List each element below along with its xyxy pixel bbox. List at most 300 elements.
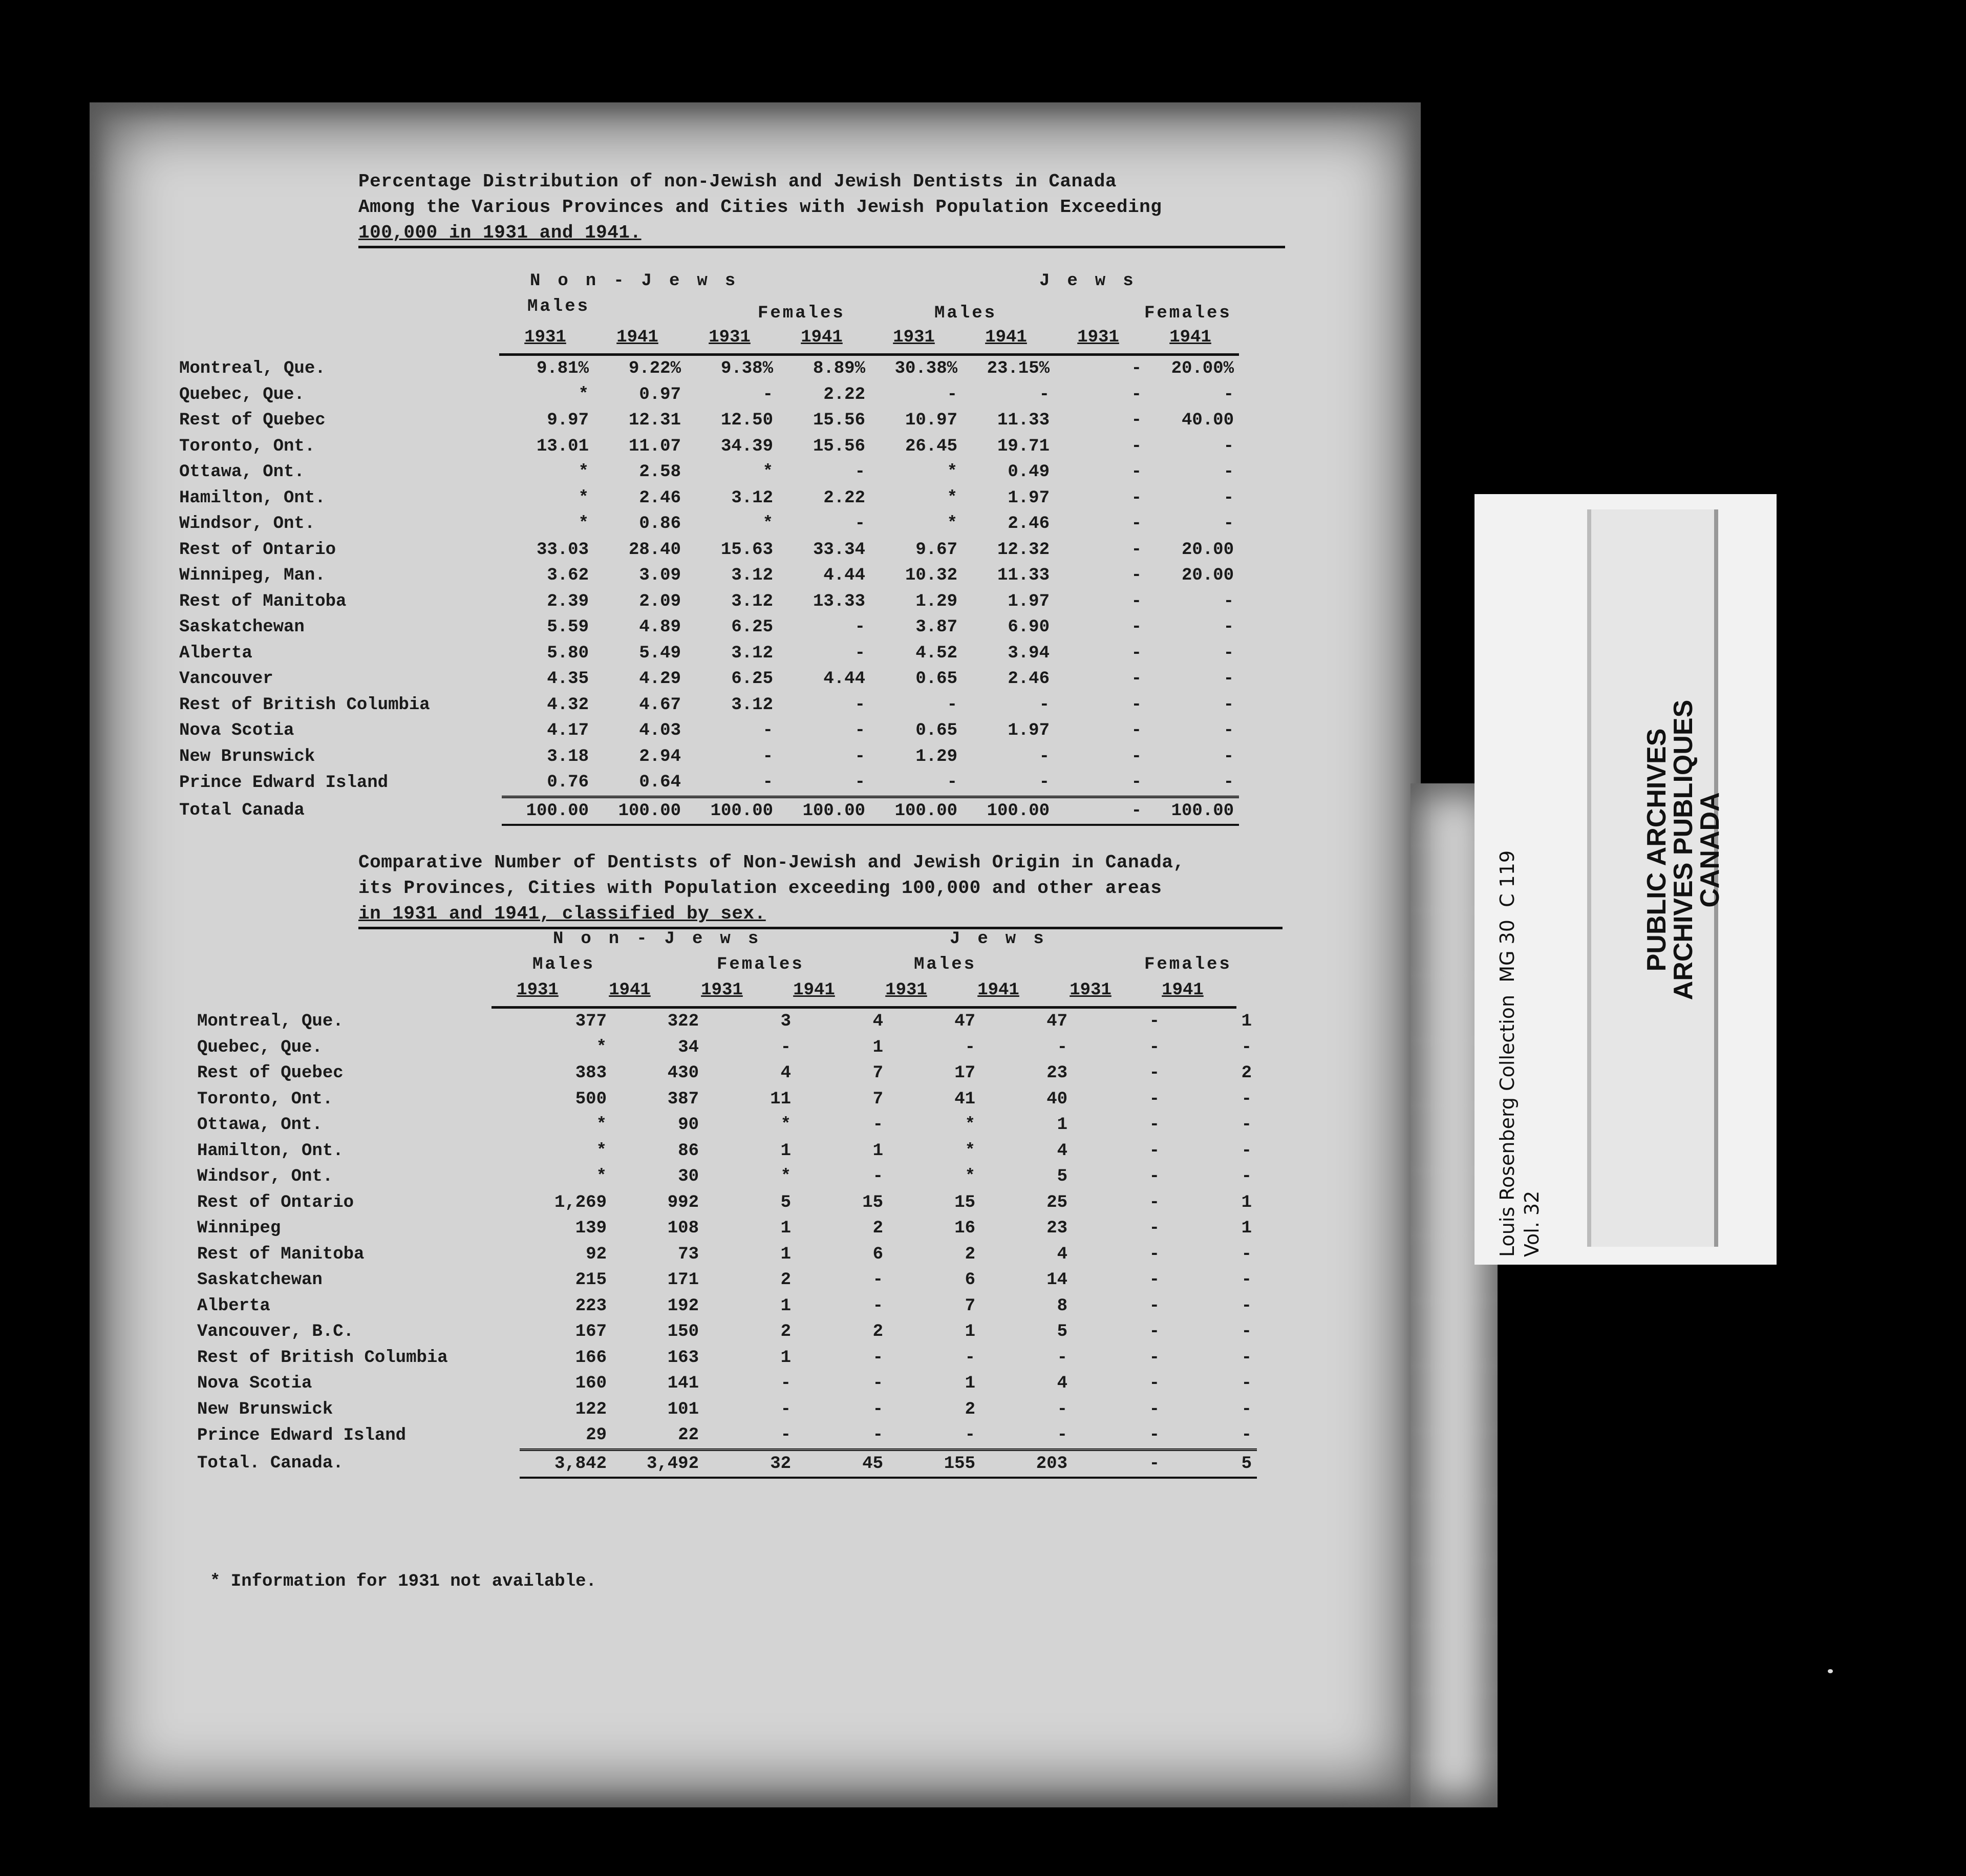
table-cell: -: [1241, 1141, 1252, 1161]
table2-year: 1941: [609, 980, 651, 1000]
row-label: New Brunswick: [197, 1399, 333, 1419]
table-cell: -: [1149, 1037, 1160, 1057]
table-cell: 15.63: [720, 540, 773, 560]
table-cell: 100.00: [502, 797, 594, 825]
table-cell: 1,269: [554, 1192, 607, 1212]
table-cell: 15.56: [813, 436, 865, 456]
table-cell: 2.09: [639, 591, 681, 611]
table-cell: 5: [1057, 1167, 1067, 1186]
table-cell: 5.80: [547, 643, 589, 663]
table2-sub-females-nonjews: Females: [717, 955, 804, 974]
table-cell: 4.32: [547, 695, 589, 715]
table-cell: -: [872, 1115, 883, 1135]
table-cell: -: [1223, 669, 1234, 689]
table-cell: 3,492: [612, 1449, 704, 1478]
table-cell: 29: [586, 1425, 607, 1445]
table-cell: 0.64: [639, 773, 681, 792]
table-cell: 11.07: [628, 436, 681, 456]
table-cell: 4: [1057, 1141, 1067, 1161]
table-cell: -: [947, 773, 957, 792]
table-cell: 17: [954, 1063, 975, 1083]
table-row: [197, 1242, 1257, 1268]
row-label: Rest of Quebec: [179, 411, 326, 430]
table-cell: -: [1223, 747, 1234, 766]
table-cell: -: [1223, 591, 1234, 611]
document-page: [90, 102, 1421, 1807]
table-cell: 3.12: [731, 591, 773, 611]
table-cell: -: [1223, 773, 1234, 792]
table-cell: -: [780, 1374, 791, 1393]
table-cell: 5: [780, 1192, 791, 1212]
table-row: [179, 614, 1239, 641]
row-label: Total. Canada.: [197, 1454, 344, 1474]
table1-title-line1: Percentage Distribution of non-Jewish and Jewish Dentists in Canada: [358, 171, 1117, 192]
table-cell: 141: [667, 1374, 699, 1393]
table-cell: 0.65: [915, 669, 957, 689]
table-cell: 3.12: [731, 488, 773, 508]
table-cell: 11: [770, 1089, 791, 1109]
table-cell: 11.33: [997, 411, 1050, 430]
table1-group-nonjews: Non-Jews: [530, 271, 753, 291]
table-cell: -: [1241, 1322, 1252, 1341]
table-cell: 23.15%: [987, 359, 1050, 378]
table1-grid: [179, 356, 1239, 826]
row-label: Montreal, Que.: [197, 1012, 344, 1031]
row-label: Quebec, Que.: [197, 1037, 323, 1057]
table-cell: 4.03: [639, 721, 681, 740]
table-cell: -: [1149, 1192, 1160, 1212]
table-cell: -: [1149, 1012, 1160, 1031]
table-row: [197, 1138, 1257, 1164]
table-cell: -: [1055, 797, 1147, 825]
table2-year: 1931: [885, 980, 927, 1000]
table-cell: -: [1039, 695, 1050, 715]
table-cell: -: [1131, 566, 1142, 585]
table-cell: -: [854, 617, 865, 637]
table-cell: 4.35: [547, 669, 589, 689]
table-cell: -: [1057, 1348, 1067, 1368]
table-cell: -: [1149, 1270, 1160, 1290]
table-cell: -: [965, 1425, 975, 1445]
table-cell: 1.29: [915, 591, 957, 611]
table-cell: 122: [575, 1399, 607, 1419]
row-label: Rest of Ontario: [197, 1192, 354, 1212]
table-cell: -: [1149, 1399, 1160, 1419]
table-row: [179, 666, 1239, 692]
table-cell: 1: [780, 1244, 791, 1264]
table-cell: 9.38%: [720, 359, 773, 378]
table-cell: 20.00: [1181, 540, 1234, 560]
archive-stamp: [1643, 640, 1723, 1060]
table-cell: *: [780, 1167, 791, 1186]
table-cell: 2: [780, 1322, 791, 1341]
table-cell: *: [762, 514, 773, 534]
table-cell: 2.22: [823, 385, 865, 404]
table-cell: -: [1131, 359, 1142, 378]
table-cell: 30.38%: [894, 359, 957, 378]
stamp-line: ARCHIVES PUBLIQUES: [1669, 699, 1698, 1000]
table-cell: 40.00: [1181, 411, 1234, 430]
table-cell: -: [1241, 1270, 1252, 1290]
table-cell: -: [1131, 436, 1142, 456]
row-label: Rest of Manitoba: [197, 1244, 365, 1264]
table-cell: 1: [1241, 1012, 1252, 1031]
row-label: Alberta: [179, 643, 252, 663]
row-label: Nova Scotia: [179, 721, 294, 740]
table-cell: -: [1131, 462, 1142, 482]
table-cell: -: [1149, 1374, 1160, 1393]
table-cell: 139: [575, 1219, 607, 1238]
table-cell: 33.34: [813, 540, 865, 560]
table-cell: 4.89: [639, 617, 681, 637]
table-cell: -: [762, 773, 773, 792]
table-cell: 1.97: [1008, 721, 1050, 740]
table-cell: -: [780, 1399, 791, 1419]
table-cell: 100.00: [778, 797, 870, 825]
table-cell: -: [1039, 747, 1050, 766]
table-cell: 14: [1046, 1270, 1067, 1290]
table-cell: 4: [1057, 1374, 1067, 1393]
table-cell: 34.39: [720, 436, 773, 456]
table1-year: 1941: [1169, 328, 1211, 347]
row-label: Prince Edward Island: [197, 1426, 407, 1446]
row-label: Nova Scotia: [197, 1374, 312, 1393]
table-cell: *: [596, 1037, 607, 1057]
table-row: [179, 797, 1239, 825]
table-cell: 12.50: [720, 411, 773, 430]
table-cell: *: [762, 462, 773, 482]
table-cell: 1: [1241, 1219, 1252, 1238]
table-cell: 223: [575, 1296, 607, 1316]
table1-group-jews: Jews: [1039, 271, 1151, 291]
table-cell: -: [1149, 1141, 1160, 1161]
table-cell: -: [1241, 1348, 1252, 1368]
table-cell: -: [1241, 1167, 1252, 1186]
table-cell: 2.22: [823, 488, 865, 508]
table-cell: 1: [780, 1219, 791, 1238]
table-cell: 3.12: [731, 695, 773, 715]
table-cell: 40: [1046, 1089, 1067, 1109]
table-cell: 90: [678, 1115, 699, 1135]
table-cell: -: [1149, 1219, 1160, 1238]
table-cell: 100.00: [1147, 797, 1239, 825]
table1-sub-females-jews: Females: [1144, 304, 1232, 323]
table-cell: 6.90: [1008, 617, 1050, 637]
table-cell: -: [1223, 436, 1234, 456]
table-cell: 19.71: [997, 436, 1050, 456]
table-cell: -: [1131, 643, 1142, 663]
table-cell: 3.12: [731, 643, 773, 663]
table-row: [197, 1216, 1257, 1242]
table1-year: 1941: [616, 328, 658, 347]
table-cell: 34: [678, 1037, 699, 1057]
table-cell: -: [1149, 1322, 1160, 1341]
table-cell: 2: [872, 1219, 883, 1238]
table2-year: 1941: [793, 980, 835, 1000]
table-cell: 4: [780, 1063, 791, 1083]
table-cell: 377: [575, 1012, 607, 1031]
table-cell: -: [1149, 1244, 1160, 1264]
table-cell: 0.76: [547, 773, 589, 792]
table-cell: 0.65: [915, 721, 957, 740]
table-cell: 23: [1046, 1219, 1067, 1238]
table-cell: 1.97: [1008, 488, 1050, 508]
table-cell: 9.22%: [628, 359, 681, 378]
table-cell: 1: [780, 1296, 791, 1316]
table-cell: 20.00: [1181, 566, 1234, 585]
table-cell: 10.32: [905, 566, 957, 585]
table-cell: 2.46: [1008, 669, 1050, 689]
table-row: [179, 770, 1239, 797]
table-cell: 15: [954, 1192, 975, 1212]
footnote: * Information for 1931 not available.: [210, 1572, 596, 1591]
row-label: Quebec, Que.: [179, 385, 305, 404]
table-row: [179, 511, 1239, 537]
table-cell: -: [1149, 1089, 1160, 1109]
table-cell: 47: [1046, 1012, 1067, 1031]
table-cell: -: [1241, 1244, 1252, 1264]
table2-year: 1941: [1162, 980, 1204, 1000]
table-row: [179, 356, 1239, 382]
archive-label-card: [1474, 494, 1777, 1265]
table-cell: 150: [667, 1322, 699, 1341]
table-cell: *: [965, 1115, 975, 1135]
table-cell: -: [1149, 1425, 1160, 1445]
table-cell: 12.31: [628, 411, 681, 430]
row-label: Rest of Quebec: [197, 1063, 344, 1083]
row-label: Ottawa, Ont.: [197, 1115, 323, 1135]
table-cell: *: [578, 514, 589, 534]
table-cell: *: [965, 1167, 975, 1186]
table-cell: -: [1131, 695, 1142, 715]
table-row: [197, 1035, 1257, 1061]
table-cell: *: [596, 1141, 607, 1161]
table-row: [179, 485, 1239, 511]
table-cell: 47: [954, 1012, 975, 1031]
table-cell: 6.25: [731, 617, 773, 637]
table-cell: *: [578, 385, 589, 404]
table-cell: *: [596, 1167, 607, 1186]
table-cell: 100.00: [686, 797, 778, 825]
table-cell: 8: [1057, 1296, 1067, 1316]
table-cell: 16: [954, 1219, 975, 1238]
row-label: Rest of Manitoba: [179, 591, 347, 611]
table-cell: 108: [667, 1219, 699, 1238]
table-row: [179, 382, 1239, 408]
table1-title-line3: 100,000 in 1931 and 1941.: [358, 222, 642, 243]
table-row: [179, 563, 1239, 589]
row-label: Saskatchewan: [179, 617, 305, 637]
row-label: Windsor, Ont.: [197, 1167, 333, 1186]
table-row: [179, 641, 1239, 667]
table-cell: -: [872, 1399, 883, 1419]
table-cell: 3.62: [547, 566, 589, 585]
table-cell: 8.89%: [813, 359, 865, 378]
table-cell: 3.87: [915, 617, 957, 637]
table-cell: -: [872, 1425, 883, 1445]
table-cell: 73: [678, 1244, 699, 1264]
table-cell: 15.56: [813, 411, 865, 430]
table-cell: 45: [796, 1449, 888, 1478]
table-cell: 25: [1046, 1192, 1067, 1212]
table-cell: 2.46: [1008, 514, 1050, 534]
row-label: Hamilton, Ont.: [197, 1141, 344, 1161]
table-cell: *: [947, 488, 957, 508]
table-cell: -: [762, 385, 773, 404]
table-cell: 4.52: [915, 643, 957, 663]
table-cell: -: [872, 1167, 883, 1186]
table-cell: 167: [575, 1322, 607, 1341]
table-cell: -: [1241, 1089, 1252, 1109]
table-cell: 1: [1057, 1115, 1067, 1135]
table2-grid: [197, 1009, 1257, 1479]
table-cell: *: [596, 1115, 607, 1135]
table-cell: *: [947, 514, 957, 534]
table2-title-line3: in 1931 and 1941, classified by sex.: [358, 903, 766, 924]
table-cell: 0.86: [639, 514, 681, 534]
table-row: [179, 434, 1239, 460]
table-cell: 3.94: [1008, 643, 1050, 663]
table-cell: *: [780, 1115, 791, 1135]
table2-group-nonjews: Non-Jews: [553, 929, 776, 949]
table-cell: 430: [667, 1063, 699, 1083]
table-cell: 992: [667, 1192, 699, 1212]
table-cell: -: [1131, 669, 1142, 689]
table-cell: -: [1131, 721, 1142, 740]
table-row: [179, 408, 1239, 434]
table-cell: *: [965, 1141, 975, 1161]
table-cell: -: [854, 643, 865, 663]
table-cell: 28.40: [628, 540, 681, 560]
table-cell: -: [1131, 617, 1142, 637]
table-cell: 41: [954, 1089, 975, 1109]
table-cell: 4.44: [823, 669, 865, 689]
row-label: Winnipeg: [197, 1219, 281, 1238]
table2-title: [358, 850, 1185, 927]
row-label: Hamilton, Ont.: [179, 488, 326, 508]
table-cell: -: [1131, 747, 1142, 766]
table-cell: *: [578, 462, 589, 482]
row-label: Rest of British Columbia: [197, 1348, 448, 1368]
table-cell: -: [780, 1425, 791, 1445]
table-cell: 2: [965, 1399, 975, 1419]
table-row: [197, 1449, 1257, 1478]
table1-title: [358, 169, 1162, 246]
table-cell: 3.09: [639, 566, 681, 585]
table1-year: 1931: [709, 328, 751, 347]
table-cell: *: [578, 488, 589, 508]
table-cell: -: [1149, 1296, 1160, 1316]
table-cell: 2: [780, 1270, 791, 1290]
table-cell: 4.29: [639, 669, 681, 689]
table-row: [179, 692, 1239, 718]
table-cell: 32: [704, 1449, 796, 1478]
table-cell: -: [965, 1037, 975, 1057]
table-cell: 166: [575, 1348, 607, 1368]
row-label: Ottawa, Ont.: [179, 462, 305, 482]
table-row: [197, 1009, 1257, 1035]
table-row: [197, 1060, 1257, 1086]
table-cell: -: [1223, 462, 1234, 482]
table-cell: -: [1149, 1167, 1160, 1186]
table-cell: 5: [1057, 1322, 1067, 1341]
table2-year: 1931: [1070, 980, 1112, 1000]
table-cell: 6: [965, 1270, 975, 1290]
table-cell: -: [1039, 773, 1050, 792]
table-cell: -: [762, 721, 773, 740]
table2-sub-males-jews: Males: [914, 955, 977, 974]
table-cell: -: [1241, 1425, 1252, 1445]
table1-title-rule: [358, 246, 1285, 248]
table-cell: -: [947, 695, 957, 715]
row-label: Vancouver: [179, 669, 273, 689]
table-cell: 383: [575, 1063, 607, 1083]
table-cell: 26.45: [905, 436, 957, 456]
table-cell: -: [1241, 1037, 1252, 1057]
table-cell: -: [872, 1270, 883, 1290]
table-cell: 155: [888, 1449, 980, 1478]
table-row: [179, 744, 1239, 770]
table-cell: 387: [667, 1089, 699, 1109]
table-cell: -: [1223, 385, 1234, 404]
table-cell: -: [1241, 1115, 1252, 1135]
table-cell: 9.81%: [536, 359, 589, 378]
table2-sub-females-jews: Females: [1144, 955, 1232, 974]
table-cell: 2.46: [639, 488, 681, 508]
table-cell: -: [1131, 385, 1142, 404]
speck: [1828, 1669, 1833, 1673]
table2-title-rule: [358, 927, 1283, 929]
table2-title-line2: its Provinces, Cities with Population exceeding 100,000 and other areas: [358, 878, 1162, 899]
table-cell: 33.03: [536, 540, 589, 560]
table-cell: -: [1149, 1115, 1160, 1135]
table-row: [197, 1190, 1257, 1216]
table-row: [197, 1371, 1257, 1397]
table-cell: 100.00: [594, 797, 686, 825]
row-label: Prince Edward Island: [179, 773, 389, 793]
table-row: [197, 1397, 1257, 1423]
table-cell: 7: [965, 1296, 975, 1316]
table2-year: 1931: [517, 980, 559, 1000]
table-cell: 1: [872, 1141, 883, 1161]
table-cell: -: [854, 773, 865, 792]
table-cell: -: [1241, 1374, 1252, 1393]
table-cell: 101: [667, 1399, 699, 1419]
table1-year: 1931: [893, 328, 935, 347]
table1-year: 1941: [801, 328, 843, 347]
row-label: Rest of British Columbia: [179, 695, 430, 715]
table-cell: 3.18: [547, 747, 589, 766]
table-cell: 2: [1241, 1063, 1252, 1083]
table-cell: -: [854, 721, 865, 740]
table-cell: 0.97: [639, 385, 681, 404]
table-cell: -: [1223, 721, 1234, 740]
collection-reference: [1495, 850, 1544, 1257]
table-cell: *: [947, 462, 957, 482]
table-cell: 3: [780, 1012, 791, 1031]
row-label: Alberta: [197, 1296, 270, 1316]
table-row: [197, 1422, 1257, 1449]
table-cell: 160: [575, 1374, 607, 1393]
row-label: Toronto, Ont.: [197, 1089, 333, 1109]
table-cell: 4.67: [639, 695, 681, 715]
table-cell: -: [762, 747, 773, 766]
table-cell: 7: [872, 1089, 883, 1109]
table2-sub-males-nonjews: Males: [532, 955, 595, 974]
table-row: [179, 718, 1239, 744]
table-cell: 100.00: [870, 797, 963, 825]
table-cell: 3.12: [731, 566, 773, 585]
